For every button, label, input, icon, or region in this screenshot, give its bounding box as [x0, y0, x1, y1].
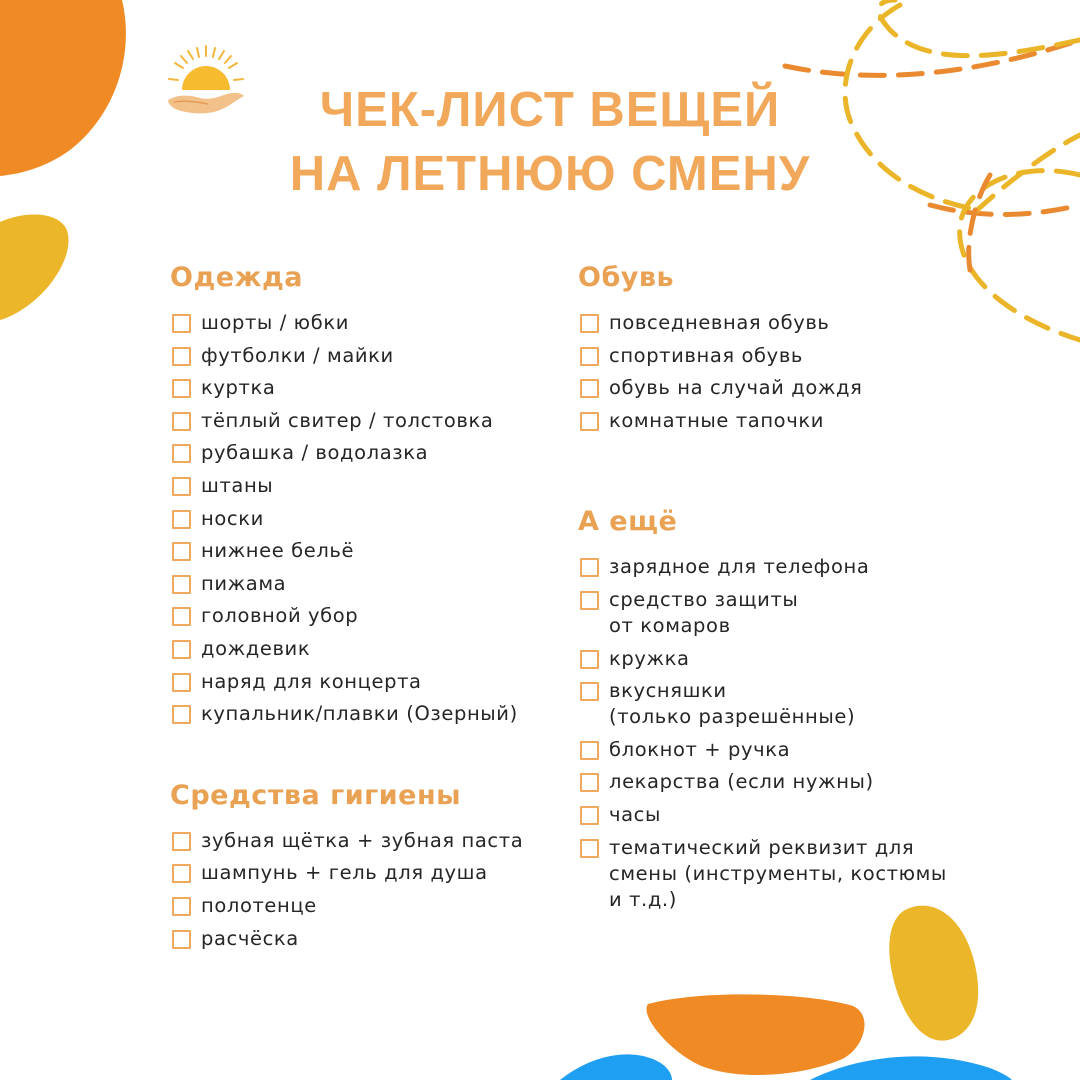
checkbox[interactable] [580, 682, 599, 701]
checklist-item[interactable] [170, 636, 580, 662]
checkbox[interactable] [580, 347, 599, 366]
checklist-item[interactable] [170, 828, 580, 854]
checkbox[interactable] [580, 558, 599, 577]
checklist-item[interactable] [578, 375, 1008, 401]
spacer [170, 734, 580, 776]
checklist-item[interactable] [170, 669, 580, 695]
item-label: лекарства (если нужны) [609, 770, 874, 794]
extra-list [578, 554, 1008, 912]
checklist-item[interactable] [578, 343, 1008, 369]
shoes-list [578, 310, 1008, 434]
dashed-orange-line-1 [785, 40, 1080, 75]
item-label: штаны [201, 473, 274, 497]
checkbox[interactable] [580, 314, 599, 333]
checkbox[interactable] [580, 741, 599, 760]
checklist-item[interactable] [170, 375, 580, 401]
checklist-item[interactable] [170, 893, 580, 919]
item-label: рубашка / водолазка [201, 441, 429, 465]
checklist-item[interactable] [170, 571, 580, 597]
checkbox[interactable] [172, 640, 191, 659]
checkbox[interactable] [172, 607, 191, 626]
spacer [578, 440, 1008, 502]
checkbox[interactable] [172, 444, 191, 463]
checkbox[interactable] [580, 591, 599, 610]
blue-blob-bottom-left [560, 1054, 672, 1080]
item-label: зубная щётка + зубная паста [201, 828, 524, 852]
yellow-blob-left [0, 214, 69, 320]
checklist-item[interactable] [578, 587, 1008, 639]
dashed-yellow-loop-1 [879, 0, 1080, 56]
checklist-item[interactable] [578, 678, 1008, 730]
checklist-item[interactable] [578, 408, 1008, 434]
checkbox[interactable] [580, 839, 599, 858]
checklist-item[interactable] [170, 860, 580, 886]
item-label: головной убор [201, 604, 359, 628]
item-label: куртка [201, 376, 276, 400]
item-label: нижнее бельё [201, 539, 355, 563]
blue-blob-bottom-right [810, 1056, 1012, 1080]
checklist-item[interactable] [170, 310, 580, 336]
checklist-item[interactable] [578, 554, 1008, 580]
item-label: тематический реквизит для смены (инструменты, костюмы и т.д.) [609, 835, 947, 911]
checkbox[interactable] [172, 542, 191, 561]
page-title [0, 78, 1080, 206]
item-label: часы [609, 802, 661, 826]
checkbox[interactable] [580, 650, 599, 669]
item-label: носки [201, 506, 264, 530]
item-label: полотенце [201, 893, 317, 917]
checkbox[interactable] [172, 510, 191, 529]
checkbox[interactable] [172, 379, 191, 398]
dashed-orange-line-2 [930, 205, 1080, 214]
yellow-blob-bottom-right [889, 906, 978, 1041]
checklist-item[interactable] [578, 835, 1008, 913]
checklist-item[interactable] [170, 473, 580, 499]
checkbox[interactable] [580, 773, 599, 792]
checkbox[interactable] [580, 379, 599, 398]
checklist-item[interactable] [578, 646, 1008, 672]
checkbox[interactable] [172, 705, 191, 724]
item-label: пижама [201, 571, 287, 595]
checkbox[interactable] [172, 412, 191, 431]
checkbox[interactable] [172, 347, 191, 366]
checkbox[interactable] [580, 806, 599, 825]
item-label: шорты / юбки [201, 311, 349, 334]
checklist-item[interactable] [578, 310, 1008, 336]
item-label: купальник/плавки (Озерный) [201, 702, 518, 726]
clothes-list [170, 310, 580, 727]
checklist-item[interactable] [170, 701, 580, 727]
checklist-item[interactable] [170, 506, 580, 532]
item-label: дождевик [201, 636, 311, 660]
item-label: повседневная обувь [609, 311, 830, 334]
checkbox[interactable] [172, 314, 191, 333]
item-label: блокнот + ручка [609, 737, 791, 761]
title-line-2: НА ЛЕТНЮЮ СМЕНУ [289, 147, 811, 201]
hygiene-list [170, 828, 580, 952]
section-heading-shoes: Обувь [578, 262, 675, 293]
checklist-item[interactable] [170, 926, 580, 952]
checklist-item[interactable] [578, 737, 1008, 763]
checkbox[interactable] [172, 832, 191, 851]
item-label: кружка [609, 646, 690, 670]
checklist-item[interactable] [170, 603, 580, 629]
checklist-item[interactable] [170, 343, 580, 369]
item-label: футболки / майки [201, 343, 394, 367]
checklist-item[interactable] [578, 802, 1008, 828]
checklist-item[interactable] [578, 769, 1008, 795]
item-label: вкусняшки (только разрешённые) [609, 679, 856, 729]
item-label: тёплый свитер / толстовка [201, 408, 494, 432]
title-line-1: ЧЕК-ЛИСТ ВЕЩЕЙ [319, 83, 781, 137]
item-label: средство защиты от комаров [609, 587, 799, 637]
section-heading-hygiene: Средства гигиены [170, 779, 462, 811]
item-label: спортивная обувь [609, 343, 804, 367]
item-label: расчёска [201, 926, 299, 950]
section-heading-clothes: Одежда [170, 262, 303, 293]
checklist-item[interactable] [170, 408, 580, 434]
item-label: наряд для концерта [201, 669, 422, 693]
checkbox[interactable] [580, 412, 599, 431]
section-heading-extra: А ещё [578, 506, 678, 538]
item-label: комнатные тапочки [609, 408, 824, 432]
checkbox[interactable] [172, 864, 191, 883]
checkbox[interactable] [172, 477, 191, 496]
item-label: обувь на случай дождя [609, 376, 863, 400]
item-label: шампунь + гель для душа [201, 861, 488, 885]
left-column [170, 258, 580, 958]
checkbox[interactable] [172, 673, 191, 692]
checklist-item[interactable] [170, 440, 580, 466]
checkbox[interactable] [172, 930, 191, 949]
right-column [578, 258, 1008, 919]
checklist-item[interactable] [170, 538, 580, 564]
checkbox[interactable] [172, 575, 191, 594]
checkbox[interactable] [172, 897, 191, 916]
item-label: зарядное для телефона [609, 555, 870, 579]
orange-blob-bottom [646, 994, 864, 1075]
